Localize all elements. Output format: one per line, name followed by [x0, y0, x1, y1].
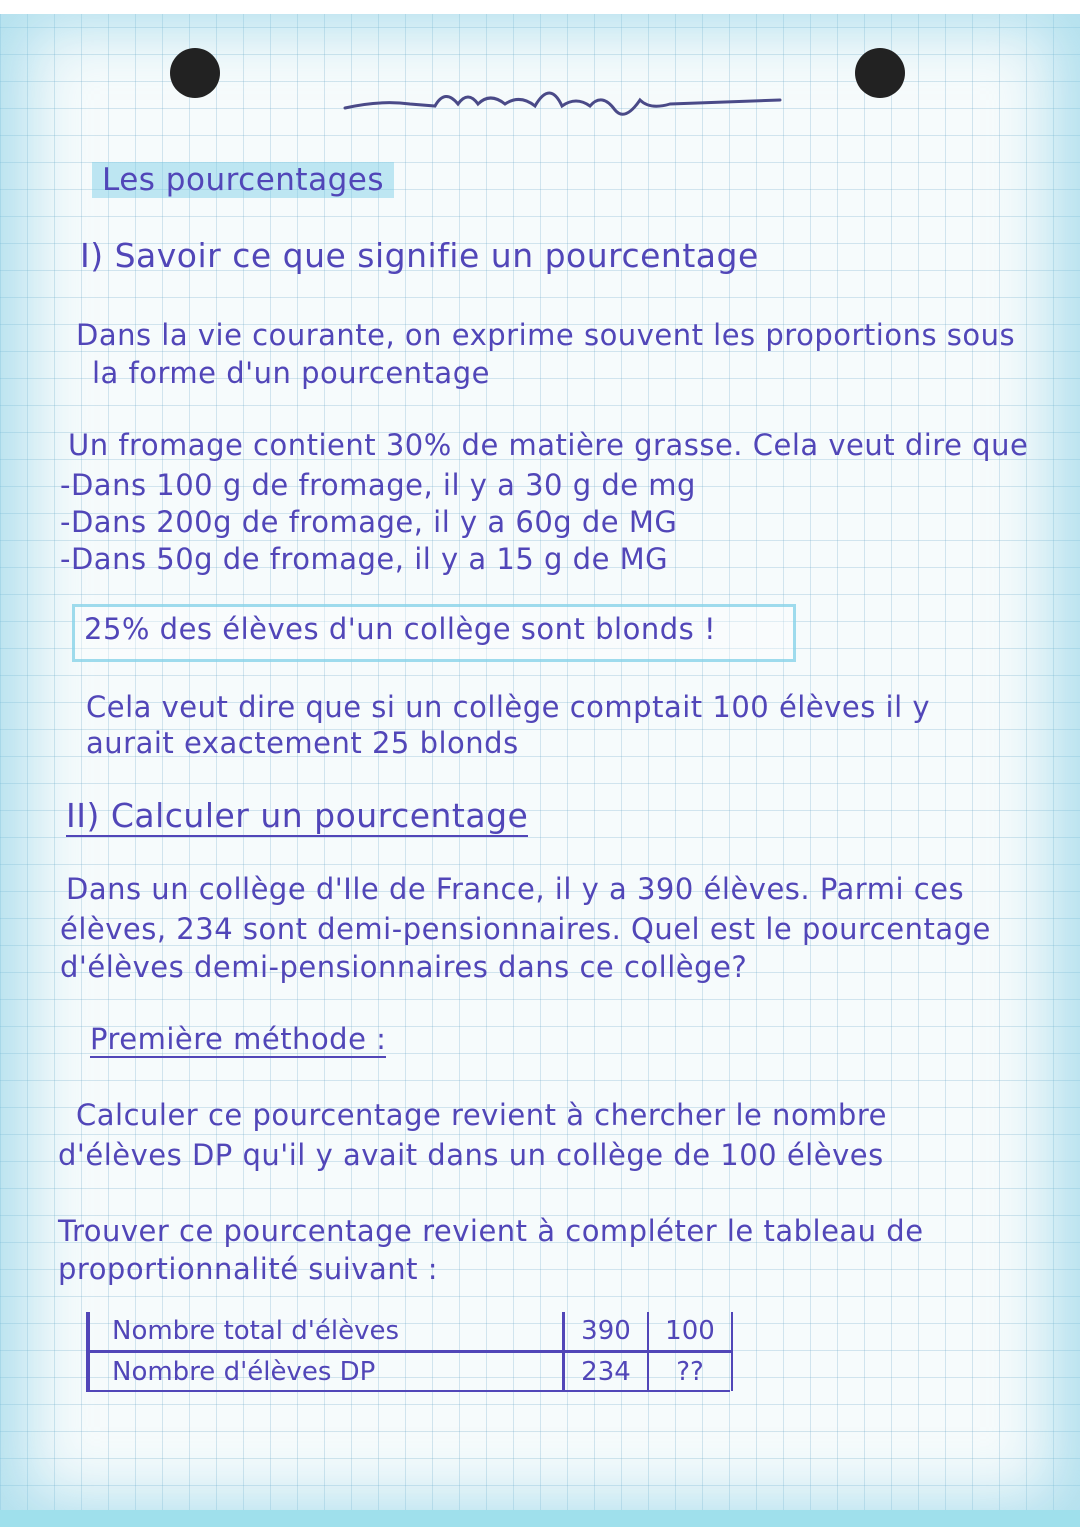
cell-value: ??: [648, 1352, 732, 1392]
section1-paragraph-line2: la forme d'un pourcentage: [92, 356, 490, 390]
problem-line1: Dans un collège d'Ile de France, il y a 390 élèves. Parmi ces: [66, 872, 965, 906]
example-line2: -Dans 100 g de fromage, il y a 30 g de mg: [60, 468, 696, 502]
problem-line3: d'élèves demi-pensionnaires dans ce collège?: [60, 950, 748, 984]
table-intro-line1: Trouver ce pourcentage revient à compléter le tableau de: [58, 1214, 924, 1248]
explain-line2: aurait exactement 25 blonds: [86, 726, 519, 760]
binder-hole-right: [855, 48, 905, 98]
example-line3: -Dans 200g de fromage, il y a 60g de MG: [60, 505, 678, 539]
row-label: Nombre d'élèves DP: [86, 1352, 564, 1392]
table-row: [86, 1312, 732, 1352]
section1-heading: I) Savoir ce que signifie un pourcentage: [80, 236, 759, 275]
highlight-text: 25% des élèves d'un collège sont blonds !: [84, 612, 717, 646]
cell-value: 234: [564, 1352, 649, 1392]
paper-bottom-edge: [0, 1510, 1080, 1527]
paper-top-edge: [0, 0, 1080, 14]
table-intro-line2: proportionnalité suivant :: [58, 1252, 438, 1286]
binder-hole-left: [170, 48, 220, 98]
explain-line1: Cela veut dire que si un collège comptait 100 élèves il y: [86, 690, 931, 724]
example-line4: -Dans 50g de fromage, il y a 15 g de MG: [60, 542, 669, 576]
title-handwriting: [340, 70, 790, 134]
method-title: Première méthode :: [90, 1022, 387, 1056]
problem-line2: élèves, 234 sont demi-pensionnaires. Quel est le pourcentage: [60, 912, 991, 946]
table-row: [86, 1352, 732, 1392]
method-line1: Calculer ce pourcentage revient à chercher le nombre: [76, 1098, 887, 1132]
cell-value: 390: [564, 1312, 649, 1352]
method-line2: d'élèves DP qu'il y avait dans un collège de 100 élèves: [58, 1138, 884, 1172]
section1-paragraph-line1: Dans la vie courante, on exprime souvent les proportions sous: [76, 318, 1016, 352]
subtitle: Les pourcentages: [92, 162, 394, 198]
section2-heading: II) Calculer un pourcentage: [66, 796, 529, 835]
proportionality-table: [86, 1312, 733, 1391]
cell-value: 100: [648, 1312, 732, 1352]
example-line1: Un fromage contient 30% de matière grasse. Cela veut dire que: [68, 428, 1029, 462]
row-label: Nombre total d'élèves: [86, 1312, 564, 1352]
